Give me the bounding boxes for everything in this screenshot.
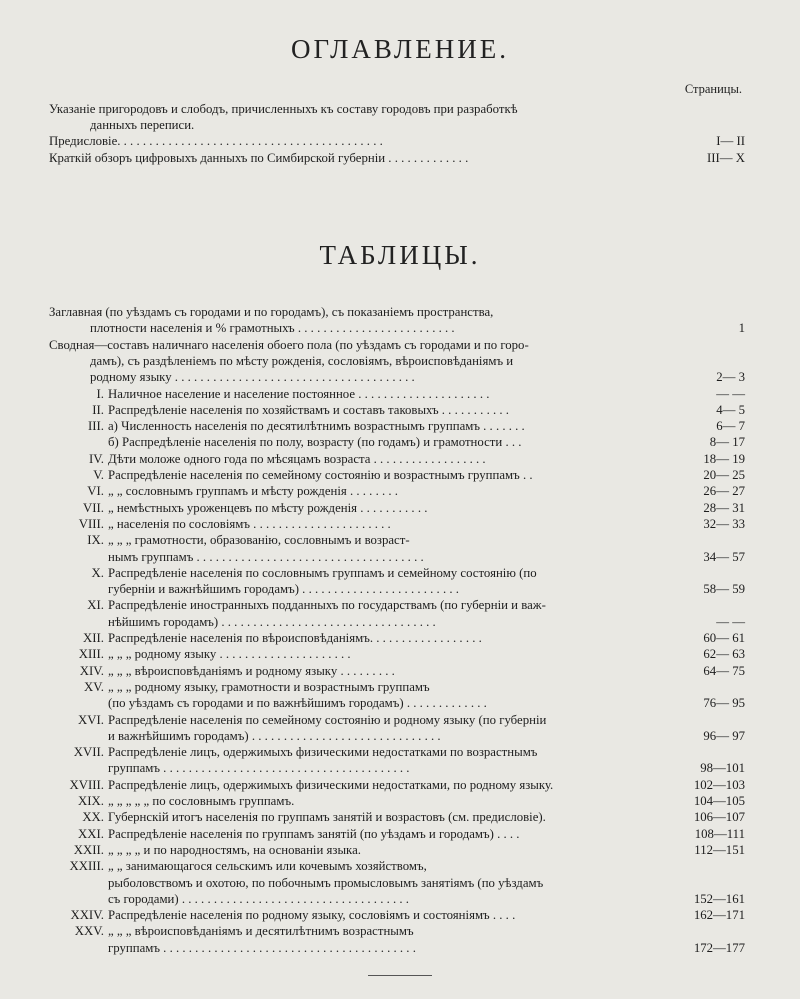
table-number: XIX.: [78, 794, 104, 808]
entry-title: рыболовствомъ и охотою, по побочнымъ промысловымъ занятіямъ (по уѣздамъ: [108, 875, 544, 890]
entry-title: (по уѣздамъ съ городами и по важнѣйшимъ городамъ) . . . . . . . . . . . . .: [108, 696, 487, 711]
entry-title: Наличное население и население постоянное . . . . . . . . . . . . . . . . . . . . .: [108, 386, 490, 401]
toc-row: [40, 434, 745, 450]
toc-row: [40, 614, 745, 630]
entry-title: нѣйшимъ городамъ) . . . . . . . . . . . . . . . . . . . . . . . . . . . . . . . . . .: [108, 614, 436, 629]
toc-row: [40, 451, 745, 467]
toc-row: [40, 581, 745, 597]
toc-row: [40, 369, 745, 385]
entry-title: Распредѣленіе населенія по родному языку, сословіямъ и состояніямъ . . . .: [108, 908, 516, 923]
table-number: XII.: [83, 631, 104, 645]
entry-title: группамъ . . . . . . . . . . . . . . . . . . . . . . . . . . . . . . . . . . . . . . . .: [108, 940, 416, 955]
entry-title: Дѣти моложе одного года по мѣсяцамъ возраста . . . . . . . . . . . . . . . . . .: [108, 451, 486, 466]
table-number: XV.: [83, 679, 104, 694]
contents-heading: ОГЛАВЛЕНИЕ.: [291, 34, 509, 64]
page-range: 58— 59: [703, 582, 745, 597]
entry-title: „ „ занимающагося сельскимъ или кочевымъ хозяйствомъ,: [108, 859, 427, 874]
entry-title: Заглавная (по уѣздамъ съ городами и по городамъ), съ показаніемъ пространства,: [49, 305, 494, 319]
page-range: 1: [738, 321, 745, 336]
entry-title: губерніи и важнѣйшимъ городамъ) . . . . . . . . . . . . . . . . . . . . . . . . .: [108, 582, 459, 597]
page-range: 28— 31: [703, 500, 745, 515]
page-range: III— X: [706, 150, 745, 165]
toc-row: [40, 337, 745, 353]
toc-row: [40, 907, 745, 923]
toc-row: [40, 133, 745, 149]
table-number: VIII.: [78, 516, 104, 531]
toc-row: [40, 728, 745, 744]
toc-row: [40, 842, 745, 858]
toc-row: [40, 744, 745, 760]
entry-title: Предисловіе. . . . . . . . . . . . . . . . . . . . . . . . . . . . . . . . . . . . . . . . . .: [49, 134, 383, 149]
toc-row: [40, 418, 745, 434]
page-range: 162—171: [693, 908, 745, 923]
entry-title: Сводная—составъ наличнаго населенія обоего пола (по уѣздамъ съ городами и по горо-: [49, 337, 529, 352]
page-range: 172—177: [693, 940, 745, 955]
toc-row: [40, 646, 745, 662]
toc-row: [40, 712, 745, 728]
table-number: XIV.: [79, 663, 104, 678]
entry-title: „ нeмѣстныхъ уроженцевъ по мѣсту рожденія . . . . . . . . . . .: [108, 500, 428, 515]
toc-row: [40, 875, 745, 891]
entry-title: данныхъ переписи.: [90, 118, 195, 133]
table-number: IX.: [87, 533, 104, 548]
table-number: XIII.: [78, 647, 104, 662]
entry-title: Распредѣленіе лицъ, одержимыхъ физическими недостатками, по родному языку.: [108, 777, 554, 792]
entry-title: „ „ „ родному языку, грамотности и возрастнымъ группамъ: [108, 679, 430, 694]
toc-row: [40, 549, 745, 565]
entry-title: Распредѣленіе населенія по сословнымъ группамъ и семейному состоянію (по: [108, 565, 537, 580]
entry-title: „ „ „ „ „ по сословнымъ группамъ.: [108, 794, 295, 808]
toc-row: [40, 467, 745, 483]
toc-row: [40, 826, 745, 842]
entry-title: „ „ „ вѣроисповѣданіямъ и родному языку . . . . . . . . .: [108, 663, 395, 678]
page-range: I— II: [716, 134, 745, 149]
toc-row: [40, 101, 745, 117]
toc-row: [40, 117, 745, 133]
table-number: VII.: [83, 500, 104, 515]
page-range: 76— 95: [703, 696, 745, 711]
entry-title: нымъ группамъ . . . . . . . . . . . . . . . . . . . . . . . . . . . . . . . . . . . .: [108, 549, 424, 564]
entry-title: Краткій обзоръ цифровыхъ данныхъ по Симбирской губерніи . . . . . . . . . . . . .: [49, 150, 469, 165]
page-range: 112—151: [694, 842, 745, 857]
page-range: 26— 27: [703, 484, 745, 499]
entry-title: Распредѣленіе населенія по группамъ занятій (по уѣздамъ и городамъ) . . . .: [108, 826, 520, 841]
table-number: II.: [92, 402, 104, 417]
page-range: 152—161: [693, 891, 745, 906]
entry-title: родному языку . . . . . . . . . . . . . . . . . . . . . . . . . . . . . . . . . . . . . .: [90, 370, 415, 385]
page-range: 96— 97: [703, 728, 745, 743]
entry-title: Распредѣленіе иностранныхъ подданныхъ по государствамъ (по губерніи и важ-: [108, 598, 546, 613]
toc-row: [40, 353, 745, 369]
page-range: 108—111: [694, 826, 745, 841]
table-number: XXV.: [74, 924, 104, 939]
table-number: I.: [96, 386, 104, 401]
entry-title: дамъ), съ раздѣленіемъ по мѣсту рожденія, сословіямъ, вѣроисповѣданіямъ и: [90, 353, 514, 368]
entry-title: „ „ „ родному языку . . . . . . . . . . . . . . . . . . . . .: [108, 647, 351, 662]
table-number: XI.: [87, 598, 104, 613]
entry-title: б) Распредѣленіе населенія по полу, возрасту (по годамъ) и грамотности . . .: [108, 435, 522, 450]
table-number: XXIV.: [70, 908, 104, 923]
bottom-rule: [368, 975, 432, 976]
entry-title: Указаніе пригородовъ и слободъ, причисленныхъ къ составу городовъ при разработкѣ: [49, 102, 518, 116]
page-range: 62— 63: [703, 647, 745, 662]
entry-title: Распредѣленіе населенія по семейному состоянію и возрастнымъ группамъ . .: [108, 468, 533, 482]
toc-row: [40, 304, 745, 320]
toc-row: [40, 500, 745, 516]
table-number: XVII.: [73, 745, 104, 760]
toc-row: [40, 386, 745, 402]
table-number: XXII.: [73, 842, 104, 857]
entry-title: „ „ „ грамотности, образованію, сословнымъ и возраст-: [108, 533, 410, 548]
table-number: III.: [88, 419, 104, 434]
toc-row: [40, 809, 745, 825]
table-number: XVI.: [78, 712, 104, 727]
toc-row: [40, 777, 745, 793]
page-range: 6— 7: [716, 419, 745, 434]
page-range: 102—103: [693, 777, 745, 792]
toc-row: [40, 679, 745, 695]
page-range: — —: [716, 614, 745, 629]
entry-title: „ „ сословнымъ группамъ и мѣсту рожденія . . . . . . . .: [108, 484, 398, 499]
toc-row: [40, 923, 745, 939]
toc-row: [40, 760, 745, 776]
table-number: XX.: [82, 810, 104, 825]
page-range: 20— 25: [703, 468, 745, 482]
page-range: 8— 17: [709, 435, 745, 450]
entry-title: „ населенія по сословіямъ . . . . . . . . . . . . . . . . . . . . . .: [108, 516, 391, 531]
toc-row: [40, 695, 745, 711]
page-range: 104—105: [693, 794, 745, 808]
page-range: 32— 33: [703, 516, 745, 531]
table-number: X.: [91, 565, 104, 580]
entry-title: группамъ . . . . . . . . . . . . . . . . . . . . . . . . . . . . . . . . . . . . . . .: [108, 761, 410, 776]
toc-row: [40, 483, 745, 499]
entry-title: „ „ „ вѣроисповѣданіямъ и десятилѣтнимъ возрастнымъ: [108, 924, 414, 939]
entry-title: „ „ „ „ и по народностямъ, на основаніи языка.: [108, 842, 361, 857]
toc-row: [40, 150, 745, 166]
page-range: 60— 61: [703, 631, 745, 645]
table-number: XVIII.: [69, 777, 104, 792]
toc-row: [40, 402, 745, 418]
entry-title: Распредѣленіе населенія по вѣроисповѣданіямъ. . . . . . . . . . . . . . . . . .: [108, 631, 482, 645]
entry-title: съ городами) . . . . . . . . . . . . . . . . . . . . . . . . . . . . . . . . . . . .: [108, 891, 409, 906]
toc-row: [40, 793, 745, 809]
page-range: 4— 5: [716, 402, 745, 417]
table-number: IV.: [88, 451, 104, 466]
toc-row: [40, 891, 745, 907]
toc-row: [40, 320, 745, 336]
toc-row: [40, 532, 745, 548]
table-number: XXI.: [78, 826, 104, 841]
toc-row: [40, 940, 745, 956]
tables-heading: ТАБЛИЦЫ.: [319, 240, 481, 270]
toc-row: [40, 597, 745, 613]
page-range: 64— 75: [703, 663, 745, 678]
pages-column-label: Страницы.: [684, 82, 742, 96]
entry-title: а) Численность населенія по десятилѣтнимъ возрастнымъ группамъ . . . . . . .: [108, 419, 525, 434]
entry-title: Распредѣленіе лицъ, одержимыхъ физическими недостатками по возрастнымъ: [108, 745, 538, 760]
table-number: VI.: [87, 484, 104, 499]
page-range: 34— 57: [703, 549, 745, 564]
page-range: 106—107: [693, 810, 745, 825]
page-range: — —: [716, 386, 745, 401]
toc-row: [40, 565, 745, 581]
toc-row: [40, 858, 745, 874]
page-range: 18— 19: [703, 451, 745, 466]
entry-title: и важнѣйшимъ городамъ) . . . . . . . . . . . . . . . . . . . . . . . . . . . . . .: [108, 728, 441, 743]
table-number: V.: [93, 468, 104, 482]
entry-title: Распредѣленіе населенія по семейному состоянію и родному языку (по губерніи: [108, 712, 547, 727]
toc-row: [40, 663, 745, 679]
page-range: 98—101: [700, 761, 745, 776]
entry-title: Губернскій итогъ населенія по группамъ занятій и возрастовъ (см. предисловіе).: [108, 810, 546, 825]
page-range: 2— 3: [716, 370, 745, 385]
toc-row: [40, 516, 745, 532]
entry-title: Распредѣленіе населенія по хозяйствамъ и составъ таковыхъ . . . . . . . . . . .: [108, 402, 509, 417]
table-number: XXIII.: [69, 859, 104, 874]
toc-row: [40, 630, 745, 646]
entry-title: плотности населенія и % грамотныхъ . . . . . . . . . . . . . . . . . . . . . . . . .: [90, 321, 455, 336]
